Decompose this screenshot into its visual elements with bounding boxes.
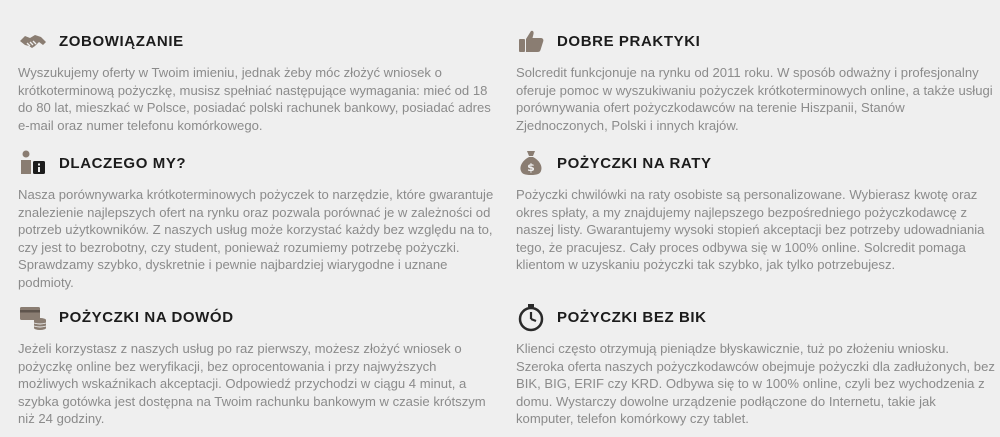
- feature-title: DLACZEGO MY?: [59, 154, 187, 172]
- feature-title: POŻYCZKI NA DOWÓD: [59, 308, 234, 326]
- person-info-icon: [18, 148, 48, 178]
- thumbs-up-icon: [516, 26, 546, 56]
- feature-text: Klienci często otrzymują pieniądze błyskawicznie, tuż po złożeniu wniosku. Szeroka oferta naszych pożyczkodawców obejmuje pożyczki dla zadłużonych, bez BIK, BIG, ERIF czy KRD. Odbywa się to w 100% online, czyli bez wychodzenia z domu. Wystarczy dowolne urządzenie podłączone do Internetu, takie jak komputer, telefon komórkowy czy tablet.: [516, 341, 995, 426]
- feature-text: Pożyczki chwilówki na raty osobiste są personalizowane. Wybierasz kwotę oraz okres spłaty, a my znajdujemy najlepszego bezpośredniego pożyczkodawcę z naszej listy. Gwarantujemy wysoki stopień akceptacji bez potrzeby udowadniania tego, że pracujesz. Cały proces odbywa się w 100% online. Solcredit pomaga klientom w uzyskaniu pożyczki tak szybko, jak tylko potrzebujesz.: [516, 187, 985, 272]
- feature-header: [516, 146, 996, 180]
- feature-header: [516, 24, 996, 58]
- feature-card-why-us: [18, 146, 498, 291]
- feature-text: Nasza porównywarka krótkoterminowych pożyczek to narzędzie, które gwarantuje znalezienie najlepszych ofert na rynku oraz pozwala porównać je w zależności od potrzeb użytkowników. Z naszych usług może korzystać każdy bez względu na to, czy jest to bezrobotny, czy student, ponieważ rozumiemy potrzebę pożyczki. Sprawdzamy szybko, dyskretnie i pewnie najbardziej wiarygodne i uznane podmioty.: [18, 187, 494, 290]
- feature-card-commitment: [18, 24, 498, 134]
- svg-text:$: $: [527, 161, 535, 174]
- feature-text: Jeżeli korzystasz z naszych usług po raz pierwszy, możesz złożyć wniosek o pożyczkę online bez weryfikacji, bez oprocentowania i przy najwyższych możliwych wskaźnikach akceptacji. Odpowiedź przychodzi w ciągu 4 minut, a szybka gotówka jest dostępna na Twoim rachunku bankowym w czasie krótszym niż 24 godziny.: [18, 341, 486, 426]
- feature-text: Solcredit funkcjonuje na rynku od 2011 roku. W sposób odważny i profesjonalny oferuje pomoc w wyszukiwaniu pożyczek krótkoterminowych online, a także usługi porównywania ofert pożyczkodawców na terenie Hiszpanii, Stanów Zjednoczonych, Polski i innych krajów.: [516, 65, 993, 133]
- feature-card-installments: [516, 146, 996, 274]
- card-coins-icon: [18, 302, 48, 332]
- feature-card-no-bik: [516, 300, 996, 428]
- feature-title: POŻYCZKI NA RATY: [557, 154, 712, 172]
- feature-header: [18, 300, 498, 334]
- feature-title: DOBRE PRAKTYKI: [557, 32, 701, 50]
- money-bag-icon: [516, 148, 546, 178]
- feature-header: [18, 146, 498, 180]
- feature-title: POŻYCZKI BEZ BIK: [557, 308, 707, 326]
- feature-text: Wyszukujemy oferty w Twoim imieniu, jednak żeby móc złożyć wniosek o krótkoterminową pożyczkę, musisz spełniać następujące wymagania: mieć od 18 do 80 lat, mieszkać w Polsce, posiadać polski rachunek bankowy, posiadać adres e-mail oraz numer telefonu komórkowego.: [18, 65, 491, 133]
- feature-card-id-loans: [18, 300, 498, 428]
- feature-header: [516, 300, 996, 334]
- feature-header: [18, 24, 498, 58]
- stopwatch-icon: [516, 302, 546, 332]
- feature-title: ZOBOWIĄZANIE: [59, 32, 184, 50]
- handshake-icon: [18, 26, 48, 56]
- feature-card-good-practices: [516, 24, 996, 134]
